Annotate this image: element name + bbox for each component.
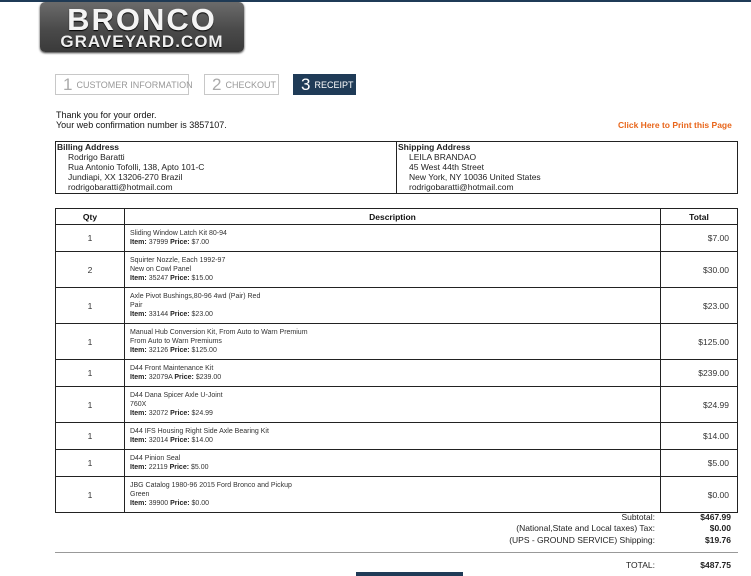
subtotal-value: $467.99 <box>700 512 731 522</box>
item-total: $125.00 <box>661 324 738 360</box>
description-line: 760X <box>130 401 147 408</box>
item-total: $7.00 <box>661 225 738 252</box>
step-label: CUSTOMER INFORMATION <box>76 79 193 90</box>
item-price: $23.00 <box>191 311 213 318</box>
item-description <box>125 387 661 423</box>
item-label: Item: <box>130 275 147 282</box>
confirmation-prefix: Your web confirmation number is <box>56 120 190 130</box>
shipping-line: New York, NY 10036 United States <box>409 172 541 182</box>
thank-you-message <box>56 110 227 130</box>
description-header: Description <box>125 209 661 225</box>
description-line: JBG Catalog 1980-96 2015 Ford Bronco and Pickup <box>130 482 292 489</box>
qty-header: Qty <box>56 209 125 225</box>
subtotal-label: Subtotal: <box>621 512 655 522</box>
step-customer-information[interactable] <box>55 74 193 95</box>
item-meta <box>130 310 660 319</box>
description-line: Axle Pivot Bushings,80-96 4wd (Pair) Red <box>130 293 261 300</box>
logo-line1: BRONCO <box>67 2 217 37</box>
table-row <box>56 252 738 288</box>
price-label: Price: <box>169 464 190 471</box>
item-total: $24.99 <box>661 387 738 423</box>
item-label: Item: <box>130 311 147 318</box>
price-label: Price: <box>170 311 190 318</box>
description-line: Sliding Window Latch Kit 80-94 <box>130 230 227 237</box>
item-description <box>125 477 661 513</box>
item-price: $14.00 <box>191 437 213 444</box>
item-number: 35247 <box>148 275 169 282</box>
item-total: $239.00 <box>661 360 738 387</box>
item-meta <box>130 499 660 508</box>
item-total: $23.00 <box>661 288 738 324</box>
item-qty: 1 <box>56 288 125 324</box>
summary-divider <box>55 552 738 553</box>
item-number: 32014 <box>148 437 169 444</box>
price-label: Price: <box>174 374 194 381</box>
item-qty: 1 <box>56 324 125 360</box>
item-number: 32079A <box>148 374 173 381</box>
table-header-row <box>56 209 738 225</box>
table-row <box>56 477 738 513</box>
description-line: D44 Pinion Seal <box>130 455 181 462</box>
item-number: 32072 <box>148 410 169 417</box>
item-description <box>125 324 661 360</box>
shipping-address-title: Shipping Address <box>398 142 471 152</box>
item-description <box>125 450 661 477</box>
item-qty: 1 <box>56 360 125 387</box>
total-label: TOTAL: <box>626 560 655 570</box>
shipping-line: 45 West 44th Street <box>409 162 484 172</box>
step-checkout[interactable] <box>204 74 279 95</box>
item-label: Item: <box>130 347 147 354</box>
table-row <box>56 225 738 252</box>
item-label: Item: <box>130 374 147 381</box>
item-number: 33144 <box>148 311 169 318</box>
description-line: New on Cowl Panel <box>130 266 192 273</box>
item-meta <box>130 409 660 418</box>
item-qty: 1 <box>56 477 125 513</box>
site-logo[interactable] <box>40 2 244 52</box>
price-label: Price: <box>170 410 190 417</box>
confirmation-suffix: . <box>224 120 227 130</box>
table-row <box>56 450 738 477</box>
item-total: $30.00 <box>661 252 738 288</box>
step-number: 1 <box>63 74 73 94</box>
description-line: From Auto to Warn Premiums <box>130 338 222 345</box>
billing-address-title: Billing Address <box>57 142 120 152</box>
item-price: $15.00 <box>191 275 213 282</box>
item-price: $125.00 <box>191 347 217 354</box>
price-label: Price: <box>170 347 190 354</box>
description-line: Green <box>130 491 150 498</box>
item-meta <box>130 373 660 382</box>
item-price: $7.00 <box>191 239 210 246</box>
billing-address-box <box>55 141 397 194</box>
order-items-table <box>55 208 738 513</box>
item-price: $0.00 <box>191 500 210 507</box>
item-number: 22119 <box>148 464 168 471</box>
billing-line: Rua Antonio Tofolli, 138, Apto 101-C <box>68 162 205 172</box>
item-price: $5.00 <box>191 464 209 471</box>
description-line: Squirter Nozzle, Each 1992-97 <box>130 257 226 264</box>
item-label: Item: <box>130 500 147 507</box>
item-meta <box>130 463 660 472</box>
item-meta <box>130 238 660 247</box>
confirmation-line <box>56 120 227 130</box>
shipping-label: (UPS - GROUND SERVICE) Shipping: <box>509 535 655 545</box>
price-label: Price: <box>170 437 190 444</box>
item-description <box>125 225 661 252</box>
total-value: $487.75 <box>700 560 731 570</box>
billing-line: rodrigobaratti@hotmail.com <box>68 182 173 192</box>
item-number: 39900 <box>148 500 169 507</box>
item-meta <box>130 436 660 445</box>
price-label: Price: <box>170 239 190 246</box>
item-label: Item: <box>130 410 147 417</box>
item-description <box>125 288 661 324</box>
item-number: 37999 <box>148 239 169 246</box>
item-label: Item: <box>130 239 147 246</box>
step-number: 3 <box>301 74 311 94</box>
item-label: Item: <box>130 464 147 471</box>
description-line: Pair <box>130 302 143 309</box>
thank-you-line: Thank you for your order. <box>56 110 157 120</box>
item-number: 32126 <box>148 347 169 354</box>
shipping-line: LEILA BRANDAO <box>409 152 477 162</box>
item-qty: 2 <box>56 252 125 288</box>
continue-button[interactable] <box>356 572 463 576</box>
billing-line: Jundiapi, XX 13206-270 Brazil <box>68 172 183 182</box>
shipping-address-box <box>396 141 738 194</box>
table-row <box>56 324 738 360</box>
description-line: D44 Dana Spicer Axle U-Joint <box>130 392 223 399</box>
step-label: CHECKOUT <box>225 79 276 90</box>
item-meta <box>130 274 660 283</box>
tax-value: $0.00 <box>709 523 731 533</box>
item-description <box>125 360 661 387</box>
item-description <box>125 423 661 450</box>
table-row <box>56 423 738 450</box>
item-description <box>125 252 661 288</box>
step-label: RECEIPT <box>314 79 354 90</box>
item-qty: 1 <box>56 450 125 477</box>
shipping-line: rodrigobaratti@hotmail.com <box>409 182 514 192</box>
item-total: $14.00 <box>661 423 738 450</box>
table-row <box>56 387 738 423</box>
table-row <box>56 288 738 324</box>
total-header: Total <box>661 209 738 225</box>
item-price: $239.00 <box>195 374 222 381</box>
item-qty: 1 <box>56 225 125 252</box>
description-line: D44 IFS Housing Right Side Axle Bearing Kit <box>130 428 269 435</box>
logo-line2: GRAVEYARD.COM <box>60 32 224 51</box>
table-row <box>56 360 738 387</box>
tax-label: (National,State and Local taxes) Tax: <box>516 523 655 533</box>
item-total: $5.00 <box>661 450 738 477</box>
item-total: $0.00 <box>661 477 738 513</box>
step-number: 2 <box>212 74 222 94</box>
price-label: Price: <box>170 275 190 282</box>
description-line: D44 Front Maintenance Kit <box>130 365 214 372</box>
item-price: $24.99 <box>191 410 213 417</box>
price-label: Price: <box>170 500 190 507</box>
item-meta <box>130 346 660 355</box>
item-label: Item: <box>130 437 147 444</box>
print-page-link[interactable]: Click Here to Print this Page <box>618 120 732 130</box>
step-receipt[interactable] <box>293 74 356 95</box>
confirmation-number: 3857107 <box>189 120 225 130</box>
item-qty: 1 <box>56 423 125 450</box>
item-qty: 1 <box>56 387 125 423</box>
billing-line: Rodrigo Baratti <box>68 152 125 162</box>
shipping-value: $19.76 <box>705 535 731 545</box>
description-line: Manual Hub Conversion Kit, From Auto to Warn Premium <box>130 329 308 336</box>
